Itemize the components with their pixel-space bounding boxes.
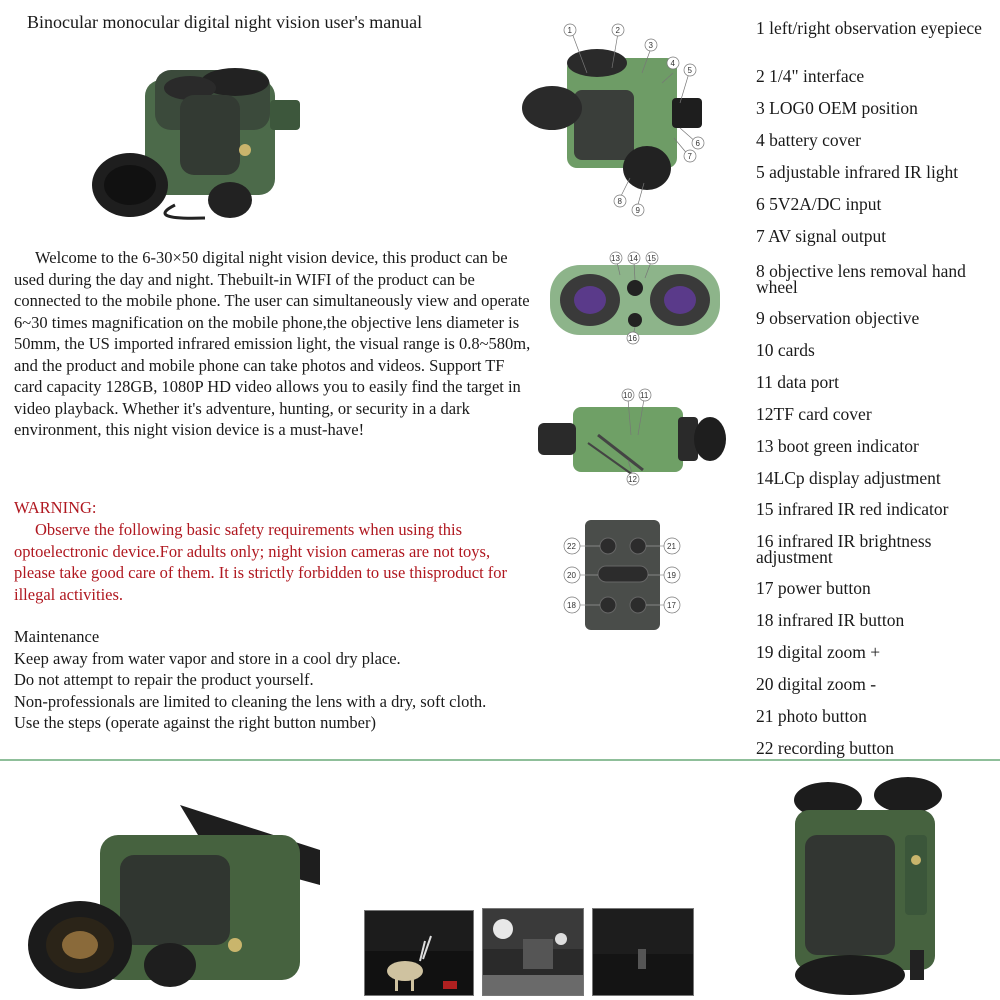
part-item: 16 infrared IR brightness adjustment xyxy=(756,531,932,567)
part-item: 7 AV signal output xyxy=(756,226,887,246)
part-item: 4 battery cover xyxy=(756,130,861,150)
part-item: 12TF card cover xyxy=(756,404,872,424)
callout-14: 14 xyxy=(629,254,638,263)
part-item: 17 power button xyxy=(756,578,871,598)
intro-paragraph: Welcome to the 6-30×50 digital night vision device, this product can be used during the day and night. Thebuilt-in WIFI of the product can be connected to the mobile phone. The user can simultaneously view and operate 6~30 times magnification on the mobile phone,the objective lens diameter is 50mm, the US imported infrared emission light, the visual range is 0.8~580m, and the product and mobile phone can take photos and videos. Support TF card capacity 128GB, 1080P HD video allows you to easily find the target in video playback. Whether it's adventure, hunting, or security in a dark environment, this night vision device is a must-have! xyxy=(14,248,531,439)
callout-12: 12 xyxy=(628,475,637,484)
part-item: 20 digital zoom - xyxy=(756,674,877,694)
callout-6: 6 xyxy=(695,139,700,148)
callout-15: 15 xyxy=(647,254,656,263)
part-item: 19 digital zoom + xyxy=(756,642,881,662)
callout-22: 22 xyxy=(567,542,576,551)
callout-10: 10 xyxy=(623,391,632,400)
diagram-button-panel xyxy=(560,518,685,633)
part-item: 2 1/4" interface xyxy=(756,66,865,86)
callout-2: 2 xyxy=(615,26,620,35)
callout-17: 17 xyxy=(667,601,676,610)
device-photo-bottom-left xyxy=(20,795,330,995)
part-item: 8 objective lens removal hand wheel xyxy=(756,261,966,297)
part-item: 15 infrared IR red indicator xyxy=(756,499,949,519)
callout-16: 16 xyxy=(628,334,637,343)
section-divider xyxy=(0,759,1000,761)
callout-3: 3 xyxy=(648,41,653,50)
callout-21: 21 xyxy=(667,542,676,551)
part-item: 1 left/right observation eyepiece xyxy=(756,18,982,38)
part-item: 22 recording button xyxy=(756,738,895,758)
part-item: 14LCp display adjustment xyxy=(756,468,941,488)
warning-title: WARNING: xyxy=(14,498,97,517)
callout-20: 20 xyxy=(567,571,576,580)
night-vision-sample-street xyxy=(482,908,584,996)
part-item: 5 adjustable infrared IR light xyxy=(756,162,959,182)
diagram-side-view xyxy=(528,385,728,490)
warning-body: Observe the following basic safety requirements when using this optoelectronic device.For adults only; night vision cameras are not toys, please take good care of them. It is strictly forbidden to use thisproduct for illegal activities. xyxy=(14,520,508,604)
maintenance-title: Maintenance xyxy=(14,627,100,646)
part-item: 21 photo button xyxy=(756,706,867,726)
device-photo-top xyxy=(85,40,335,225)
part-item: 13 boot green indicator xyxy=(756,436,919,456)
callout-4: 4 xyxy=(670,59,675,68)
device-photo-bottom-right xyxy=(780,770,950,995)
callout-7: 7 xyxy=(687,152,692,161)
maintenance-line: Non-professionals are limited to cleaning the lens with a dry, soft cloth. xyxy=(14,691,487,711)
maintenance-line: Do not attempt to repair the product yourself. xyxy=(14,670,314,689)
night-vision-sample-deer xyxy=(364,910,474,996)
callout-5: 5 xyxy=(687,66,692,75)
maintenance-line: Keep away from water vapor and store in a cool dry place. xyxy=(14,648,401,668)
callout-13: 13 xyxy=(611,254,620,263)
callout-18: 18 xyxy=(567,601,576,610)
diagram-front-view xyxy=(545,250,725,345)
diagram-device-numbered xyxy=(512,18,722,218)
part-item: 3 LOG0 OEM position xyxy=(756,98,918,118)
part-item: 10 cards xyxy=(756,340,815,360)
part-item: 11 data port xyxy=(756,372,839,392)
callout-8: 8 xyxy=(617,197,622,206)
night-vision-sample-dark xyxy=(592,908,694,996)
callout-9: 9 xyxy=(635,206,640,215)
callout-11: 11 xyxy=(640,391,649,400)
part-item: 9 observation objective xyxy=(756,308,920,328)
callout-19: 19 xyxy=(667,571,676,580)
part-item: 18 infrared IR button xyxy=(756,610,905,630)
manual-title: Binocular monocular digital night vision user's manual xyxy=(27,12,423,32)
maintenance-section xyxy=(14,626,544,734)
part-item: 6 5V2A/DC input xyxy=(756,194,882,214)
callout-1: 1 xyxy=(567,26,572,35)
maintenance-line: Use the steps (operate against the right button number) xyxy=(14,713,376,732)
